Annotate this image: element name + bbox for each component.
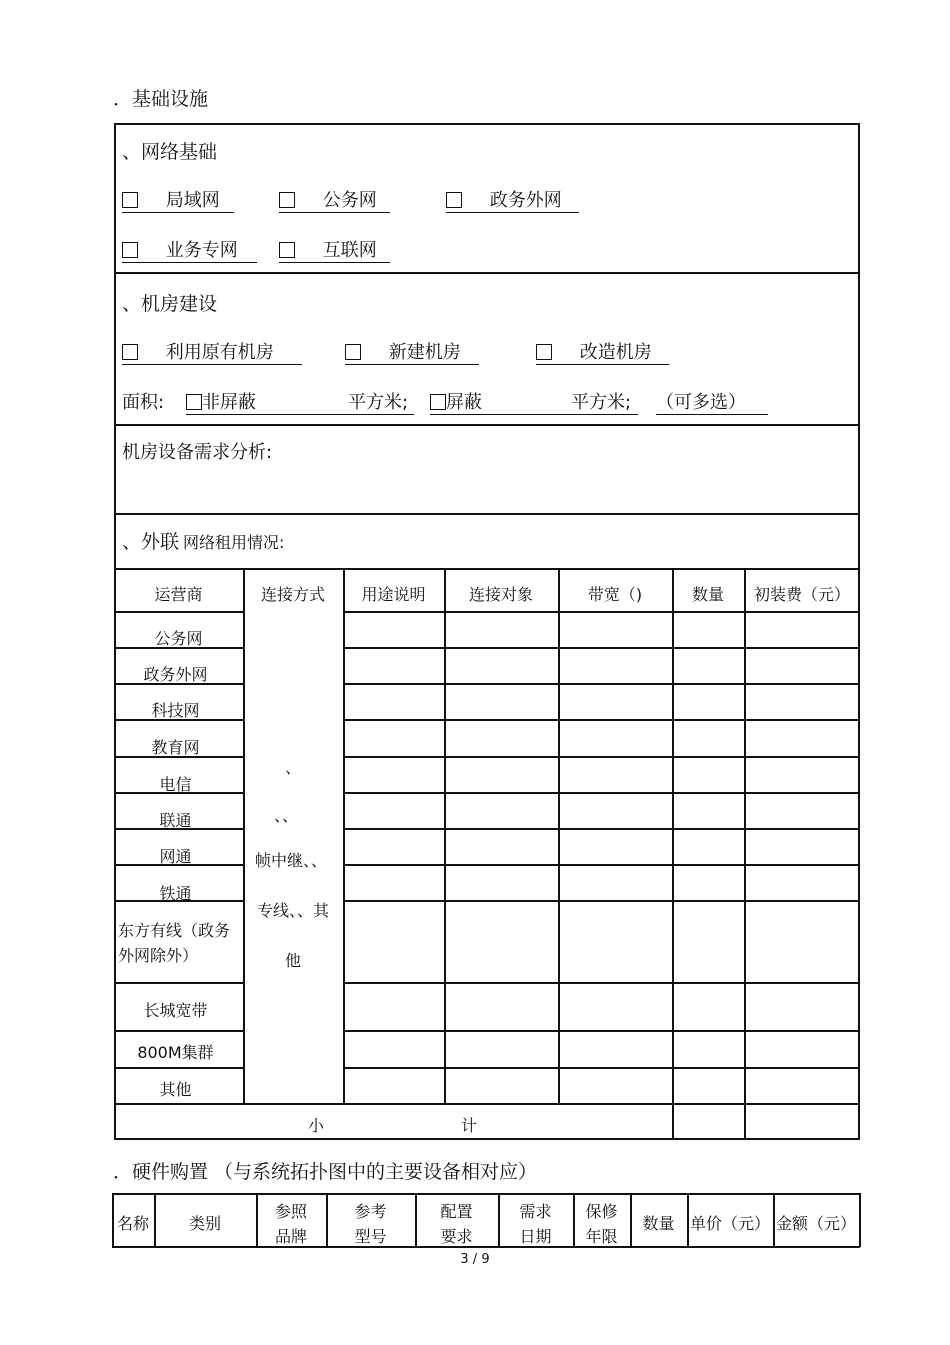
operator-name: 800M集群 <box>137 1043 214 1062</box>
unshielded-label: 非屏蔽 <box>202 392 256 413</box>
operator-name: 网通 <box>159 847 192 866</box>
network-title: 、网络基础 <box>122 141 218 163</box>
operator-name: 长城宽带 <box>143 1001 208 1020</box>
operator-name: 政务外网 <box>143 665 208 684</box>
option-public-service-net[interactable] <box>279 186 390 213</box>
grid-line <box>859 1193 861 1247</box>
connection-method-line: 他 <box>284 951 301 970</box>
grid-line <box>744 568 746 1140</box>
connection-method-line: 、、 <box>273 806 298 825</box>
divider <box>114 1103 860 1105</box>
hw-header-model: 参考 <box>354 1202 387 1221</box>
hw-header-unit-price: 单价（元） <box>689 1214 770 1233</box>
option-gov-extranet[interactable] <box>446 186 579 213</box>
hw-header-amount: 金额（元） <box>775 1214 856 1233</box>
checkbox[interactable] <box>122 242 138 258</box>
divider <box>114 424 860 426</box>
hw-header-config: 配置 <box>440 1202 473 1221</box>
option-internet[interactable] <box>279 236 390 263</box>
option-label: 利用原有机房 <box>165 342 274 363</box>
header-bandwidth: 带宽（) <box>587 585 643 604</box>
checkbox[interactable] <box>536 344 552 360</box>
option-label: 改造机房 <box>579 342 652 363</box>
shielded-label: 屏蔽 <box>446 392 482 413</box>
row-line <box>343 828 860 830</box>
section-title-hardware: ．硬件购置 （与系统拓扑图中的主要设备相对应） <box>113 1161 538 1183</box>
checkbox[interactable] <box>430 394 446 410</box>
option-label: 局域网 <box>165 190 220 211</box>
hw-header-category: 类别 <box>188 1214 221 1233</box>
checkbox[interactable] <box>446 192 462 208</box>
operator-name: 铁通 <box>159 884 192 903</box>
hw-header-warranty: 保修 <box>585 1202 618 1221</box>
hw-header-brand: 品牌 <box>274 1227 307 1246</box>
checkbox[interactable] <box>279 192 295 208</box>
header-purpose: 用途说明 <box>361 585 426 604</box>
row-line <box>343 982 860 984</box>
option-renovate-room[interactable] <box>536 338 669 365</box>
header-target: 连接对象 <box>468 585 533 604</box>
option-existing-room[interactable] <box>122 338 302 365</box>
connection-method-line: 帧中继、、 <box>254 851 327 870</box>
subtotal-label: 小 <box>307 1116 324 1135</box>
option-label: 互联网 <box>322 240 377 261</box>
subtotal-label: 计 <box>460 1116 477 1135</box>
option-label: 政务外网 <box>489 190 562 211</box>
hw-header-model: 型号 <box>354 1227 387 1246</box>
external-network-title: 、外联 网络租用情况: <box>122 531 285 553</box>
grid-line <box>672 568 674 1140</box>
sqm-unit: 平方米; <box>346 388 408 414</box>
row-line <box>343 1030 860 1032</box>
row-line <box>114 611 243 613</box>
header-install-fee: 初装费（元） <box>753 585 850 604</box>
hw-header-name: 名称 <box>116 1214 149 1233</box>
option-business-net[interactable] <box>122 236 257 263</box>
row-line <box>343 647 860 649</box>
checkbox[interactable] <box>345 344 361 360</box>
hw-header-brand: 参照 <box>274 1202 307 1221</box>
row-line <box>343 683 860 685</box>
divider <box>114 568 860 570</box>
row-line <box>343 792 860 794</box>
hw-header-warranty: 年限 <box>585 1227 618 1246</box>
header-quantity: 数量 <box>691 585 724 604</box>
operator-name: 教育网 <box>151 738 200 757</box>
operator-name: 科技网 <box>151 701 200 720</box>
row-line <box>343 611 860 613</box>
checkbox[interactable] <box>122 344 138 360</box>
row-line <box>114 982 243 984</box>
sqm-unit: 平方米; <box>569 388 631 414</box>
checkbox[interactable] <box>279 242 295 258</box>
operator-name: 联通 <box>159 811 192 830</box>
divider <box>114 272 860 274</box>
hw-header-date: 需求 <box>519 1202 552 1221</box>
section-title-infrastructure: ．基础设施 <box>113 88 209 110</box>
header-operator: 运营商 <box>154 585 203 604</box>
row-line <box>114 1067 243 1069</box>
hw-header-quantity: 数量 <box>642 1214 675 1233</box>
option-label: 公务网 <box>322 190 377 211</box>
row-line <box>343 900 860 902</box>
option-label: 新建机房 <box>388 342 461 363</box>
option-label: 业务专网 <box>165 240 238 261</box>
page-number: 3 / 9 <box>460 1252 490 1267</box>
operator-name: 东方有线（政务外网除外） <box>118 921 231 965</box>
connection-method-line: 、 <box>284 758 301 777</box>
operator-name: 公务网 <box>154 629 203 648</box>
divider <box>114 513 860 515</box>
header-connection: 连接方式 <box>260 585 325 604</box>
equipment-analysis-label: 机房设备需求分析: <box>122 442 273 463</box>
row-line <box>343 719 860 721</box>
operator-name: 电信 <box>159 775 192 794</box>
row-line <box>114 1030 243 1032</box>
row-line <box>343 756 860 758</box>
divider <box>112 1193 860 1195</box>
room-title: 、机房建设 <box>122 293 218 315</box>
row-line <box>343 1067 860 1069</box>
grid-line <box>243 568 245 1103</box>
row-line <box>343 864 860 866</box>
hw-header-config: 要求 <box>440 1227 473 1246</box>
operator-name: 其他 <box>159 1080 192 1099</box>
checkbox[interactable] <box>122 192 138 208</box>
connection-method-line: 专线、、其 <box>256 901 329 920</box>
option-new-room[interactable] <box>345 338 479 365</box>
hw-header-date: 日期 <box>519 1227 552 1246</box>
multi-select-note: （可多选） <box>656 388 768 415</box>
area-label: 面积: <box>122 392 165 413</box>
option-lan[interactable] <box>122 186 234 213</box>
checkbox[interactable] <box>186 394 202 410</box>
